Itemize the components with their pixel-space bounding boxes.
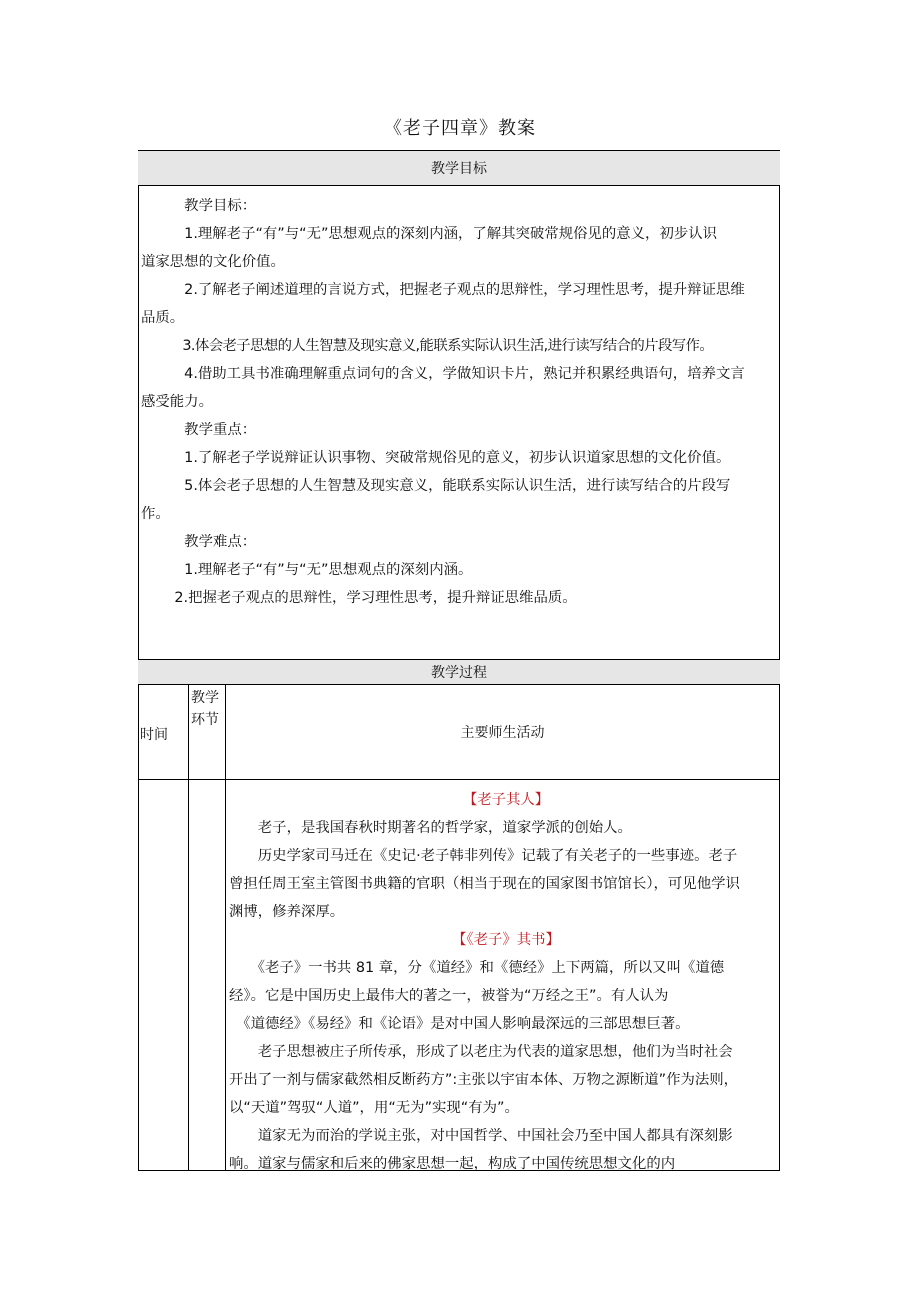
goal-line: 1.理解老子“有”与“无”思想观点的深刻内涵，了解其突破常规俗见的意义，初步认识 [141, 226, 718, 242]
goal-line: 教学目标： [141, 198, 257, 214]
column-header-stage-line1: 教学 [191, 690, 219, 706]
goal-line: 4.借助工具书准确理解重点词句的含义，学做知识卡片，熟记并积累经典语句，培养文言 [141, 366, 745, 382]
column-header-activity: 主要师生活动 [460, 725, 545, 741]
section-heading-laozi-book: 【《老子》其书】 [452, 932, 560, 948]
column-divider-stage [225, 685, 226, 1171]
column-divider-time [188, 685, 189, 1171]
goal-line: 3.体会老子思想的人生智慧及现实意义,能联系实际认识生活,进行读写结合的片段写作。 [141, 338, 714, 354]
activity-line: 《道德经》《易经》和《论语》是对中国人影响最深远的三部思想巨著。 [229, 1016, 690, 1032]
activity-line: 道家无为而治的学说主张，对中国哲学、中国社会乃至中国人都具有深刻影 [229, 1128, 733, 1144]
activity-line: 历史学家司马迁在《史记·老子韩非列传》记载了有关老子的一些事迹。老子 [229, 848, 738, 864]
goal-line: 5.体会老子思想的人生智慧及现实意义，能联系实际认识生活，进行读写结合的片段写 [141, 478, 731, 494]
goal-line: 教学重点： [141, 422, 257, 438]
goal-line: 2.了解老子阐述道理的言说方式，把握老子观点的思辩性，学习理性思考，提升辩证思维 [141, 282, 745, 298]
goal-section-header: 教学目标 [138, 150, 780, 186]
activity-line: 老子，是我国春秋时期著名的哲学家，道家学派的创始人。 [229, 820, 632, 836]
goal-section-body [141, 192, 783, 612]
activity-content [229, 786, 783, 1171]
activity-line: 开出了一剂与儒家截然相反断药方”:主张以宇宙本体、万物之源断道”作为法则， [229, 1072, 739, 1088]
activity-line: 《老子》一书共 81 章，分《道经》和《德经》上下两篇，所以又叫《道德 [229, 960, 725, 976]
goal-line: 1.了解老子学说辩证认识事物、突破常规俗见的意义，初步认识道家思想的文化价值。 [141, 450, 731, 466]
activity-line: 响。道家与儒家和后来的佛家思想一起，构成了中国传统思想文化的内 [229, 1156, 676, 1171]
goal-line: 1.理解老子“有”与“无”思想观点的深刻内涵。 [141, 562, 473, 578]
column-header-divider [138, 779, 780, 780]
activity-line: 渊博，修养深厚。 [229, 904, 345, 920]
section-heading-laozi-person: 【老子其人】 [462, 792, 550, 808]
goal-line: 作。 [141, 506, 170, 522]
activity-line: 老子思想被庄子所传承，形成了以老庄为代表的道家思想，他们为当时社会 [229, 1044, 733, 1060]
column-header-stage-line2: 环节 [191, 712, 219, 728]
goal-line: 2.把握老子观点的思辩性，学习理性思考，提升辩证思维品质。 [141, 590, 577, 606]
goal-line: 道家思想的文化价值。 [141, 254, 285, 270]
activity-line: 经》。它是中国历史上最伟大的著之一，被誉为“万经之王”。有人认为 [229, 988, 669, 1004]
activity-line: 曾担任周王室主管图书典籍的官职（相当于现在的国家图书馆馆长），可见他学识 [229, 876, 740, 892]
document-title: 《老子四章》教案 [384, 118, 536, 139]
goal-line: 感受能力。 [141, 394, 213, 410]
goal-line: 教学难点： [141, 534, 257, 550]
process-section-header: 教学过程 [138, 659, 780, 685]
activity-line: 以“天道”驾驭“人道”，用“无为”实现“有为”。 [229, 1100, 519, 1116]
table-bottom-border [138, 1170, 780, 1171]
goal-line: 品质。 [141, 310, 185, 326]
column-header-time: 时间 [140, 727, 168, 743]
